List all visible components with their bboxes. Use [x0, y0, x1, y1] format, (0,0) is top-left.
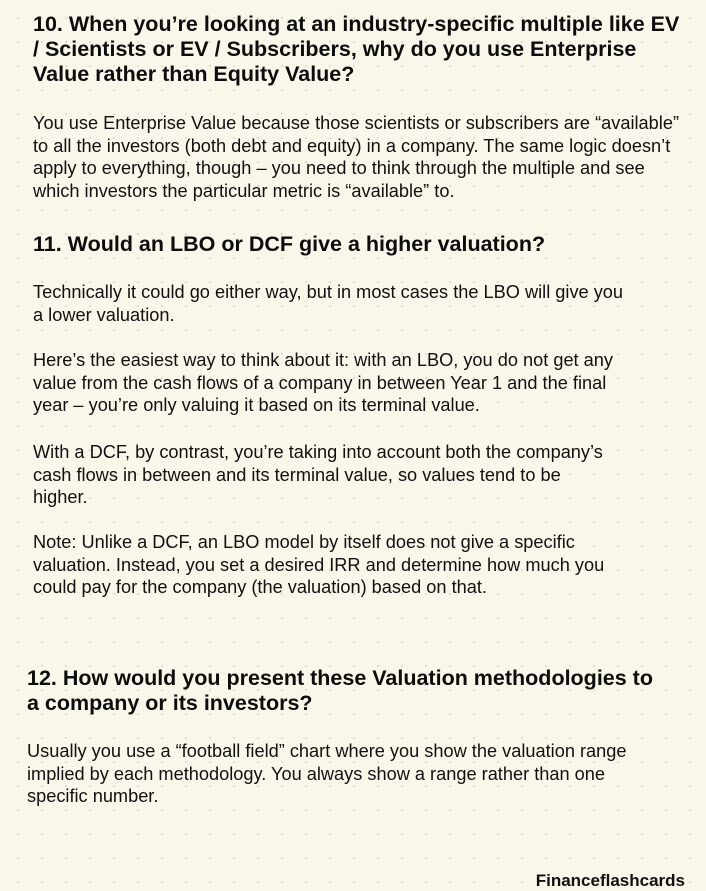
question-11-heading: 11. Would an LBO or DCF give a higher valuation?: [33, 232, 546, 256]
footer-brand: Financeflashcards: [535, 871, 685, 890]
question-12-answer: Usually you use a “football field” chart where you show the valuation range implied by each methodology. You always show a range rather than one specific number.: [27, 741, 627, 807]
question-10-answer: You use Enterprise Value because those scientists or subscribers are “available” to all the investors (both debt and equity) in a company. The same logic doesn’t apply to everything, though – you need to think through the multiple and see which investors the particular metric is “available” to.: [33, 113, 680, 202]
question-12-heading: 12. How would you present these Valuation methodologies to a company or its investors?: [27, 666, 653, 715]
question-11-answer-paragraph-2: Here’s the easiest way to think about it: with an LBO, you do not get any value from the cash flows of a company in between Year 1 and the final year – you’re only valuing it based on its terminal value.: [33, 350, 613, 416]
question-11-answer-paragraph-1: Technically it could go either way, but in most cases the LBO will give you a lower valuation.: [33, 282, 624, 325]
question-11-answer-paragraph-4: Note: Unlike a DCF, an LBO model by itself does not give a specific valuation. Instead, you set a desired IRR and determine how much you could pay for the company (the valuation) based on that.: [33, 532, 605, 598]
question-11-answer-paragraph-3: With a DCF, by contrast, you’re taking into account both the company’s cash flows in between and its terminal value, so values tend to be higher.: [33, 442, 603, 508]
question-10-heading: 10. When you’re looking at an industry-specific multiple like EV / Scientists or EV / Subscribers, why do you use Enterprise Value rather than Equity Value?: [33, 12, 680, 86]
